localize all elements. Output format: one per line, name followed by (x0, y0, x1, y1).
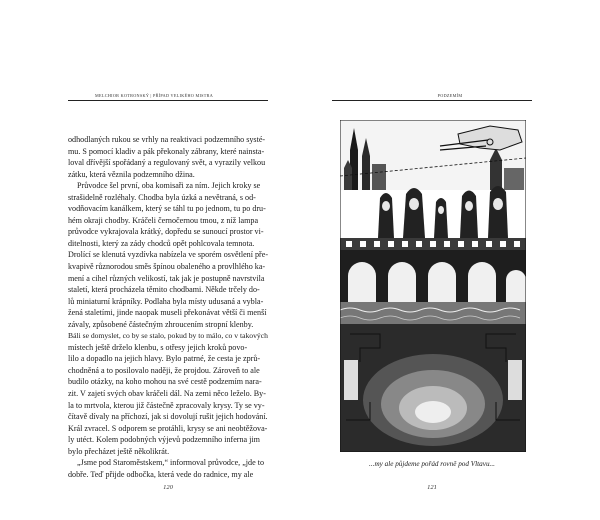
page-number-right: 121 (427, 484, 437, 491)
text-line: Král zvracel. S odporem se protáhli, krysy se ani neobtěžova- (68, 423, 268, 433)
text-line: ly utéct. Kolem podobných výjevů podzemního inferna jim (68, 435, 260, 445)
text-line: hém okraji chodby. Kráčeli černočernou tmou, z níž lampa (68, 215, 259, 225)
city-underground-illustration (340, 120, 526, 452)
header-rule-left (68, 100, 268, 101)
text-line: mu. S pomocí kladiv a pák překonaly zábrany, které nainsta- (68, 146, 265, 156)
text-line: staletí, která procházela těmito chodbami. Někde trčely do- (68, 285, 260, 295)
header-rule-right (332, 100, 532, 101)
text-line: chodněná a to posilovalo naději, že projdou. Zároveň to ale (68, 365, 260, 375)
text-line: odhodlaných rukou se vrhly na reaktivaci podzemního systé- (68, 135, 266, 144)
text-line: Báli se domyslet, co by se stalo, pokud by to málo, co v takových (68, 331, 268, 341)
body-text (68, 134, 268, 480)
text-line: místech ještě drželo klenbu, s otřesy jejich kroků povo- (68, 342, 248, 352)
text-line: čítavě dívaly na příchozí, jak si dovolují rušit jejich hodování. (68, 412, 268, 422)
text-line: zit. V zajetí svých obav kráčeli dál. Na zemi něco leželo. By- (68, 389, 266, 399)
text-line: mení a cihel různých velikostí, tak jak je postupně navrstvila (68, 273, 265, 283)
running-head-left: MELCHIOR KOTRONSKÝ | PŘÍPAD VELIKÉHO MISTRA (95, 93, 214, 98)
text-line: „Jsme pod Staroměstskem,“ informoval průvodce, „jde to (77, 458, 265, 468)
text-line: žená staletími, jinde naopak museli překonávat větší či menší (68, 308, 267, 318)
text-line: bylo přecházet ještě několikrát. (68, 446, 170, 456)
text-line: Průvodce šel první, oba komisaři za ním. Jejich kroky se (77, 181, 261, 191)
page-number-left: 120 (163, 484, 173, 491)
text-line: strašidelně rozléhaly. Chodba byla úzká a nevětraná, s od- (68, 192, 256, 202)
text-line: la to mrtvola, kterou již částečně zpracovaly krysy. Ty se vy- (68, 400, 265, 410)
illustration-caption: ...my ale půjdeme pořád rovně pod Vltavu... (369, 460, 495, 468)
text-line: kvapivě různorodou směs špínou obaleného a provlhlého ka- (68, 262, 266, 272)
text-line: loval dřívější spořádaný a regulovaný svět, a vyrazily velkou (68, 158, 266, 168)
text-line: průvodce vykrajovala krátký, dopředu se sunoucí prostor vi- (68, 227, 264, 237)
text-line: Drolící se klenutá vyzdívka nabízela ve sporém osvětlení pře- (68, 250, 269, 260)
text-line: vodňovacím kanálkem, který se táhl tu po jednom, tu po dru- (68, 204, 266, 214)
text-line: lilo a dopadlo na jejich hlavy. Bylo patrné, že cesta je zprů- (68, 354, 261, 364)
text-line: dobře. Teď přijde odbočka, která vede do radnice, my ale (68, 469, 254, 479)
text-line: ditelnosti, který za zády chodců opět pohlcovala temnota. (68, 238, 255, 248)
text-line: lů miniaturní krápníky. Podlaha byla místy udusaná a vybla- (68, 296, 264, 306)
running-head-right: PODZEMÍM (437, 93, 463, 98)
right-page (300, 0, 600, 520)
text-line: závaly, způsobené částečným zhroucením stropní klenby. (68, 319, 254, 329)
text-line: zátku, která věznila podzemního džina. (68, 169, 195, 179)
text-line: budilo otázky, na koho mohou na své cestě podzemím nara- (68, 377, 262, 387)
